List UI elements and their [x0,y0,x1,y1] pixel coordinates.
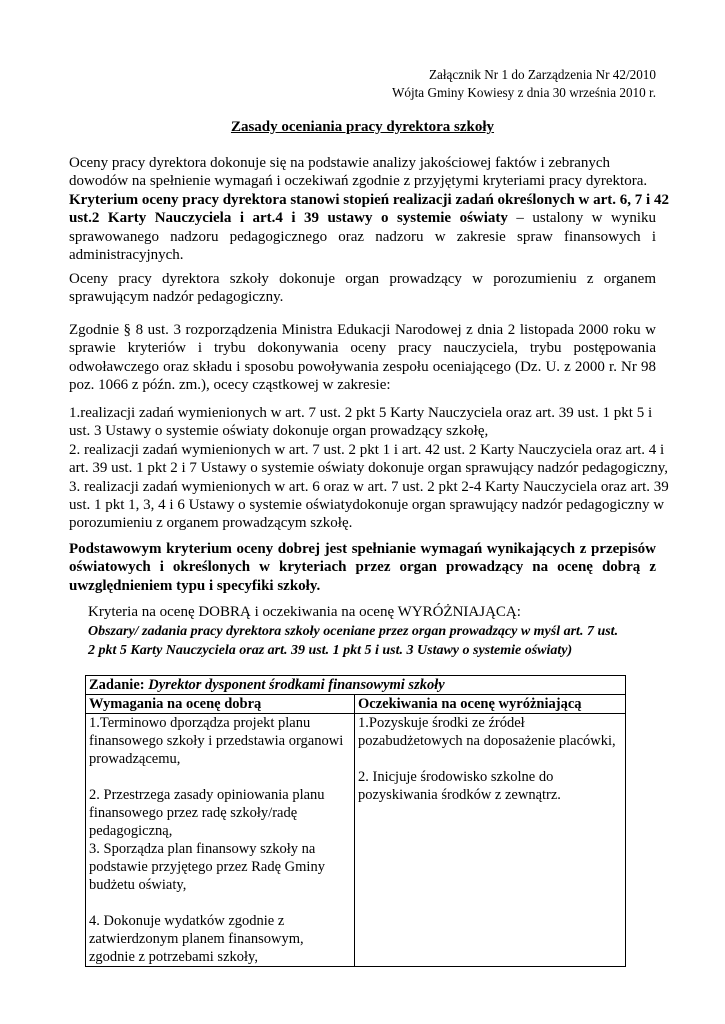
intro-paragraph [69,154,669,264]
basic-criterion-paragraph [69,540,656,595]
good-item: zgodnie z potrzebami szkoły, [89,949,258,965]
basic-criterion-line-2: oświatowych i określonych w kryteriach przez organ prowadzący na ocenę dobrą z [69,559,656,576]
basic-criterion-line-3: uwzględnieniem typu i specyfiki szkoły. [69,577,321,594]
intro-line-6: administracyjnych. [69,247,184,264]
intro-line-5: sprawowanego nadzoru pedagogicznego oraz nadzoru w zakresie spraw finansowych i [69,228,656,245]
attachment-line-1: Załącznik Nr 1 do Zarządzenia Nr 42/2010 [428,67,656,82]
scope-list [69,404,669,533]
areas-line-2: 2 pkt 5 Karty Nauczyciela oraz art. 39 ust. 1 pkt 5 i ust. 3 Ustawy o systemie oświaty) [88,643,573,658]
evaluator-line-2: sprawującym nadzór pedagogiczny. [69,289,284,306]
criterion-line-4 [69,209,656,227]
good-item: budżetu oświaty, [89,877,187,893]
evaluator-line-1: Oceny pracy dyrektora szkoły dokonuje organ prowadzący w porozumieniu z organem [69,271,656,287]
intro-line-1: Oceny pracy dyrektora dokonuje się na podstawie analizy jakościowej faktów i zebranych [69,155,611,171]
scope-item-1b: ust. 3 Ustawy o systemie oświaty dokonuje organ prowadzący szkołę, [69,423,489,440]
criterion-bold-line: Kryterium oceny pracy dyrektora stanowi stopień realizacji zadań określonych w art. 6, 7 i 42 [69,191,669,208]
regulation-line-3: odwoławczego oraz składu i sposobu powoływania zespołu oceniającego (Dz. U. z 2000 r. Nr 98 [69,358,656,375]
task-label: Zadanie: [89,677,149,693]
good-item: finansowego przez radę szkoły/radę [89,805,298,821]
excellent-column-header: Oczekiwania na ocenę wyróżniającą [355,695,626,714]
regulation-line-1: Zgodnie § 8 ust. 3 rozporządzenia Ministra Edukacji Narodowej z dnia 2 listopada 2000 roku w [69,322,656,338]
spacer [89,768,351,786]
regulation-paragraph [69,321,656,395]
good-item: podstawie przyjętego przez Radę Gminy [89,859,325,875]
attachment-header [392,66,656,102]
good-item: finansowego szkoły i przedstawia organowi [89,733,344,749]
spacer [358,750,622,768]
excellent-item: pozabudżetowych na doposażenie placówki, [358,733,616,749]
areas-heading [88,622,618,660]
excellent-expectations-cell [355,714,626,967]
good-item: 1.Terminowo dporządza projekt planu [89,715,311,731]
scope-item-3a: 3. realizacji zadań wymienionych w art. 6 oraz w art. 7 ust. 2 pkt 2-4 Karty Nauczyciela oraz art. 39 [69,478,669,495]
good-item: 2. Przestrzega zasady opiniowania planu [89,787,325,803]
criterion-tail: – ustalony w wyniku [507,210,656,227]
good-item: prowadzącemu, [89,751,181,767]
document-title: Zasady oceniania pracy dyrektora szkoły [230,119,495,135]
good-item: zatwierdzonym planem finansowym, [89,931,304,947]
scope-item-2b: art. 39 ust. 1 pkt 2 i 7 Ustawy o systemie oświaty dokonuje organ sprawujący nadzór pedagogiczny, [69,460,669,477]
good-column-header: Wymagania na ocenę dobrą [86,695,355,714]
spacer [89,894,351,912]
good-item: 3. Sporządza plan finansowy szkoły na [89,841,316,857]
criteria-intro: Kryteria na ocenę DOBRĄ i oczekiwania na ocenę WYRÓŻNIAJĄCĄ: [88,604,521,620]
criteria-table [85,675,626,967]
evaluator-paragraph [69,270,656,307]
scope-item-2a: 2. realizacji zadań wymienionych w art. 7 ust. 2 pkt 1 i art. 42 ust. 2 Karty Nauczyciela oraz art. 4 i [69,441,665,458]
regulation-line-2: sprawie kryteriów i trybu dokonywania oceny pracy nauczyciela, trybu postępowania [69,340,656,357]
excellent-item: 1.Pozyskuje środki ze źródeł [358,715,525,731]
basic-criterion-line-1: Podstawowym kryterium oceny dobrej jest spełnianie wymagań wynikających z przepisów [69,541,656,557]
column-header-row [86,695,626,714]
scope-item-1a: 1.realizacji zadań wymienionych w art. 7 ust. 2 pkt 5 Karty Nauczyciela oraz art. 39 ust. 1 pkt 5 i [69,405,653,421]
excellent-item: 2. Inicjuje środowisko szkolne do [358,769,554,785]
task-value: Dyrektor dysponent środkami finansowymi szkoły [148,677,445,693]
task-row [86,676,626,695]
scope-item-3c: porozumieniu z organem prowadzącym szkołę. [69,515,353,532]
scope-item-3b: ust. 1 pkt 1, 3, 4 i 6 Ustawy o systemie oświatydokonuje organ sprawujący nadzór pedagogiczny w [69,497,665,514]
good-requirements-cell [86,714,355,967]
good-item: pedagogiczną, [89,823,173,839]
criteria-content-row [86,714,626,967]
excellent-item: pozyskiwania środków z zewnątrz. [358,787,561,803]
attachment-line-2: Wójta Gminy Kowiesy z dnia 30 września 2010 r. [391,85,656,100]
good-item: 4. Dokonuje wydatków zgodnie z [89,913,285,929]
task-cell [86,676,626,695]
areas-line-1: Obszary/ zadania pracy dyrektora szkoły oceniane przez organ prowadzący w myśl art. 7 ust. [88,624,619,639]
regulation-line-4: poz. 1066 z późn. zm.), ocecy cząstkowej w zakresie: [69,377,391,394]
criterion-bold-tail: ust.2 Karty Nauczyciela i art.4 i 39 ustawy o systemie oświaty [69,210,508,227]
intro-line-2: dowodów na spełnienie wymagań i oczekiwań zgodnie z przyjętymi kryteriami pracy dyrektora. [69,173,648,190]
